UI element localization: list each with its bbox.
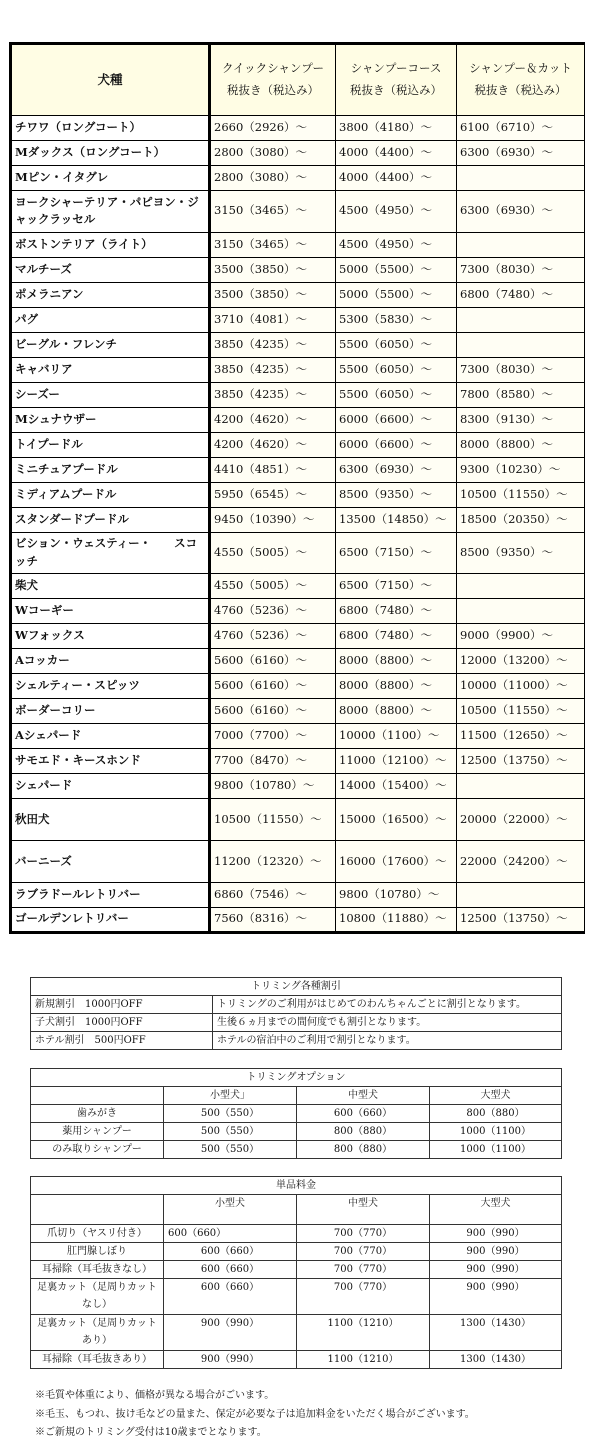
- option-price-large: 1000（1100）: [430, 1123, 562, 1141]
- service-price-large: 900（990）: [430, 1225, 562, 1243]
- quick-shampoo-price: 7700（8470）～: [210, 749, 336, 774]
- note-line: ※ご新規のトリミング受付は10歳までとなります。: [35, 1427, 267, 1438]
- breed-row: [11, 141, 585, 166]
- shampoo-course-price: 11000（12100）～: [336, 749, 457, 774]
- quick-shampoo-price: 3850（4235）～: [210, 382, 336, 407]
- breed-name: ボーダーコリー: [11, 699, 210, 724]
- breed-name: ミニチュアプードル: [11, 457, 210, 482]
- shampoo-course-price: 5300（5830）～: [336, 307, 457, 332]
- table-header-row: [11, 44, 585, 116]
- shampoo-cut-price: 18500（20350）～: [457, 507, 585, 532]
- header-line: 税抜き（税込み）: [350, 83, 442, 97]
- quick-shampoo-price: 2800（3080）～: [210, 141, 336, 166]
- service-price-large: 900（990）: [430, 1243, 562, 1261]
- header-line: クイックシャンプー: [221, 61, 325, 76]
- breed-name: マルチーズ: [11, 257, 210, 282]
- service-price-large: 1300（1430）: [430, 1351, 562, 1369]
- service-name: 足裏カット（足周りカットなし）: [31, 1279, 164, 1315]
- quick-shampoo-price: 2660（2926）～: [210, 116, 336, 141]
- shampoo-cut-price: 6300（6930）～: [457, 191, 585, 233]
- quick-shampoo-price: 7000（7700）～: [210, 724, 336, 749]
- service-price-medium: 700（770）: [297, 1225, 430, 1243]
- quick-shampoo-column-header: [210, 44, 336, 116]
- breed-name: スタンダードプードル: [11, 507, 210, 532]
- service-name: 耳掃除（耳毛抜きなし）: [31, 1261, 164, 1279]
- breed-name: Aシェパード: [11, 724, 210, 749]
- trimming-options-table: [30, 1068, 562, 1159]
- quick-shampoo-price: 7560（8316）～: [210, 907, 336, 932]
- discount-name: 新規割引 1000円OFF: [31, 996, 213, 1014]
- breed-name: キャバリア: [11, 357, 210, 382]
- service-price-medium: 1100（1210）: [297, 1315, 430, 1351]
- breed-row: [11, 649, 585, 674]
- service-price-medium: 700（770）: [297, 1279, 430, 1315]
- breed-row: [11, 282, 585, 307]
- breed-name: パグ: [11, 307, 210, 332]
- discount-name: ホテル割引 500円OFF: [31, 1032, 213, 1050]
- quick-shampoo-price: 3710（4081）～: [210, 307, 336, 332]
- notes: [35, 1387, 575, 1443]
- shampoo-cut-price: 20000（22000）～: [457, 799, 585, 841]
- quick-shampoo-price: 3500（3850）～: [210, 282, 336, 307]
- options-empty-header: [31, 1087, 164, 1105]
- shampoo-cut-price: [457, 599, 585, 624]
- discount-table: [30, 977, 562, 1050]
- breed-name: サモエド・キースホンド: [11, 749, 210, 774]
- quick-shampoo-price: 4200（4620）～: [210, 432, 336, 457]
- header-line: シャンプーコース: [350, 61, 442, 76]
- shampoo-course-price: 8500（9350）～: [336, 482, 457, 507]
- options-col-medium: 中型犬: [297, 1087, 430, 1105]
- breed-name: Wフォックス: [11, 624, 210, 649]
- shampoo-course-price: 6500（7150）～: [336, 574, 457, 599]
- service-name: 耳掃除（耳毛抜きあり）: [31, 1351, 164, 1369]
- shampoo-course-price: 8000（8800）～: [336, 699, 457, 724]
- single-price-table: [30, 1176, 562, 1369]
- options-col-small: 小型犬」: [164, 1087, 297, 1105]
- header-line: 税抜き（税込み）: [474, 83, 567, 97]
- shampoo-course-price: 10800（11880）～: [336, 907, 457, 932]
- breed-row: [11, 482, 585, 507]
- option-price-small: 500（550）: [164, 1123, 297, 1141]
- discount-row: [31, 996, 562, 1014]
- option-price-medium: 600（660）: [297, 1105, 430, 1123]
- quick-shampoo-price: 4200（4620）～: [210, 407, 336, 432]
- breed-row: [11, 332, 585, 357]
- breed-row: [11, 116, 585, 141]
- shampoo-cut-price: 22000（24200）～: [457, 841, 585, 883]
- breed-name: Mピン・イタグレ: [11, 166, 210, 191]
- breed-row: [11, 357, 585, 382]
- service-price-large: 900（990）: [430, 1279, 562, 1315]
- quick-shampoo-price: 5600（6160）～: [210, 649, 336, 674]
- shampoo-cut-price: 10500（11550）～: [457, 482, 585, 507]
- discount-row: [31, 1014, 562, 1032]
- shampoo-cut-price: 12500（13750）～: [457, 907, 585, 932]
- quick-shampoo-price: 3150（3465）～: [210, 191, 336, 233]
- shampoo-cut-price: [457, 574, 585, 599]
- note-line: ※毛質や体重により、価格が異なる場合がごいます。: [35, 1390, 275, 1401]
- shampoo-course-price: 9800（10780）～: [336, 882, 457, 907]
- breed-row: [11, 457, 585, 482]
- shampoo-course-price: 5500（6050）～: [336, 357, 457, 382]
- breed-column-header: 犬種: [11, 44, 210, 116]
- breed-row: [11, 882, 585, 907]
- discount-title: トリミング各種割引: [31, 978, 562, 996]
- discount-name: 子犬割引 1000円OFF: [31, 1014, 213, 1032]
- option-name: 薬用シャンプー: [31, 1123, 164, 1141]
- breed-name: シェパード: [11, 774, 210, 799]
- breed-row: [11, 166, 585, 191]
- service-price-small: 900（990）: [164, 1315, 297, 1351]
- breed-name: ビーグル・フレンチ: [11, 332, 210, 357]
- option-row: [31, 1123, 562, 1141]
- shampoo-cut-price: 9300（10230）～: [457, 457, 585, 482]
- breed-name: シーズー: [11, 382, 210, 407]
- service-name: 足裏カット（足周りカットあり）: [31, 1315, 164, 1351]
- quick-shampoo-price: 4550（5005）～: [210, 532, 336, 574]
- shampoo-course-price: 6800（7480）～: [336, 599, 457, 624]
- breed-name: ボストンテリア（ライト）: [11, 232, 210, 257]
- quick-shampoo-price: 4550（5005）～: [210, 574, 336, 599]
- quick-shampoo-price: 2800（3080）～: [210, 166, 336, 191]
- breed-row: [11, 724, 585, 749]
- breed-row: [11, 432, 585, 457]
- shampoo-cut-price: 11500（12650）～: [457, 724, 585, 749]
- breed-name: 秋田犬: [11, 799, 210, 841]
- shampoo-course-price: 13500（14850）～: [336, 507, 457, 532]
- shampoo-cut-price: 10000（11000）～: [457, 674, 585, 699]
- breed-row: [11, 699, 585, 724]
- single-col-medium: 中型犬: [297, 1195, 430, 1225]
- shampoo-course-price: 6000（6600）～: [336, 432, 457, 457]
- shampoo-course-price: 5500（6050）～: [336, 382, 457, 407]
- shampoo-cut-price: 12000（13200）～: [457, 649, 585, 674]
- breed-name: ラブラドールレトリバー: [11, 882, 210, 907]
- service-name: 肛門腺しぼり: [31, 1243, 164, 1261]
- discount-description: トリミングのご利用がはじめてのわんちゃんごとに割引となります。: [213, 996, 562, 1014]
- quick-shampoo-price: 3850（4235）～: [210, 332, 336, 357]
- breed-name: ヨークシャーテリア・パピヨン・ジャックラッセル: [11, 191, 210, 233]
- single-price-row: [31, 1315, 562, 1351]
- shampoo-course-price: 6300（6930）～: [336, 457, 457, 482]
- quick-shampoo-price: 9450（10390）～: [210, 507, 336, 532]
- shampoo-course-price: 15000（16500）～: [336, 799, 457, 841]
- service-price-medium: 700（770）: [297, 1261, 430, 1279]
- shampoo-cut-price: 7800（8580）～: [457, 382, 585, 407]
- breed-row: [11, 907, 585, 932]
- quick-shampoo-price: 3150（3465）～: [210, 232, 336, 257]
- breed-name: チワワ（ロングコート）: [11, 116, 210, 141]
- header-line: 税抜き（税込み）: [227, 83, 319, 97]
- shampoo-cut-price: 6800（7480）～: [457, 282, 585, 307]
- shampoo-cut-price: 8500（9350）～: [457, 532, 585, 574]
- single-price-row: [31, 1261, 562, 1279]
- shampoo-cut-price: [457, 332, 585, 357]
- note-line: ※毛玉、もつれ、抜け毛などの量また、保定が必要な子は追加料金をいただく場合がございます。: [35, 1408, 475, 1420]
- option-price-large: 800（880）: [430, 1105, 562, 1123]
- breed-row: [11, 191, 585, 233]
- quick-shampoo-price: 11200（12320）～: [210, 841, 336, 883]
- quick-shampoo-price: 3850（4235）～: [210, 357, 336, 382]
- shampoo-cut-price: 10500（11550）～: [457, 699, 585, 724]
- breed-row: [11, 674, 585, 699]
- breed-name: ゴールデンレトリバー: [11, 907, 210, 932]
- breed-row: [11, 532, 585, 574]
- option-price-medium: 800（880）: [297, 1123, 430, 1141]
- shampoo-cut-price: 8300（9130）～: [457, 407, 585, 432]
- shampoo-course-price: 4500（4950）～: [336, 191, 457, 233]
- breed-row: [11, 407, 585, 432]
- quick-shampoo-price: 6860（7546）～: [210, 882, 336, 907]
- breed-row: [11, 749, 585, 774]
- discount-description: ホテルの宿泊中のご利用で割引となります。: [213, 1032, 562, 1050]
- shampoo-course-price: 4500（4950）～: [336, 232, 457, 257]
- shampoo-cut-price: 8000（8800）～: [457, 432, 585, 457]
- breed-name: ビション・ウェスティー・ スコッチ: [11, 532, 210, 574]
- breed-name: シェルティー・スピッツ: [11, 674, 210, 699]
- shampoo-cut-price: [457, 882, 585, 907]
- options-title: トリミングオプション: [31, 1069, 562, 1087]
- option-name: 歯みがき: [31, 1105, 164, 1123]
- breed-name: Mダックス（ロングコート）: [11, 141, 210, 166]
- breed-row: [11, 307, 585, 332]
- breed-row: [11, 257, 585, 282]
- option-name: のみ取りシャンプー: [31, 1141, 164, 1159]
- shampoo-cut-price: 6100（6710）～: [457, 116, 585, 141]
- discount-row: [31, 1032, 562, 1050]
- service-price-small: 600（660）: [164, 1279, 297, 1315]
- quick-shampoo-price: 4760（5236）～: [210, 624, 336, 649]
- discount-description: 生後６ヵ月までの間何度でも割引となります。: [213, 1014, 562, 1032]
- shampoo-course-price: 6500（7150）～: [336, 532, 457, 574]
- shampoo-course-price: 10000（1100）～: [336, 724, 457, 749]
- breed-row: [11, 774, 585, 799]
- shampoo-course-price: 8000（8800）～: [336, 674, 457, 699]
- breed-row: [11, 799, 585, 841]
- service-price-medium: 700（770）: [297, 1243, 430, 1261]
- shampoo-course-column-header: [336, 44, 457, 116]
- breed-name: バーニーズ: [11, 841, 210, 883]
- service-name: 爪切り（ヤスリ付き）: [31, 1225, 164, 1243]
- single-price-row: [31, 1225, 562, 1243]
- quick-shampoo-price: 5950（6545）～: [210, 482, 336, 507]
- breed-name: トイプードル: [11, 432, 210, 457]
- single-col-small: 小型犬: [164, 1195, 297, 1225]
- shampoo-course-price: 5000（5500）～: [336, 282, 457, 307]
- single-empty-header: [31, 1195, 164, 1225]
- shampoo-cut-price: [457, 774, 585, 799]
- service-price-medium: 1100（1210）: [297, 1351, 430, 1369]
- option-price-medium: 800（880）: [297, 1141, 430, 1159]
- quick-shampoo-price: 5600（6160）～: [210, 699, 336, 724]
- option-price-small: 500（550）: [164, 1105, 297, 1123]
- option-row: [31, 1105, 562, 1123]
- service-price-small: 900（990）: [164, 1351, 297, 1369]
- breed-row: [11, 841, 585, 883]
- breed-name: Wコーギー: [11, 599, 210, 624]
- shampoo-cut-price: 12500（13750）～: [457, 749, 585, 774]
- option-price-large: 1000（1100）: [430, 1141, 562, 1159]
- breed-row: [11, 382, 585, 407]
- service-price-large: 1300（1430）: [430, 1315, 562, 1351]
- quick-shampoo-price: 4760（5236）～: [210, 599, 336, 624]
- single-title: 単品料金: [31, 1177, 562, 1195]
- shampoo-cut-price: 9000（9900）～: [457, 624, 585, 649]
- shampoo-cut-price: 7300（8030）～: [457, 357, 585, 382]
- shampoo-course-price: 3800（4180）～: [336, 116, 457, 141]
- shampoo-course-price: 14000（15400）～: [336, 774, 457, 799]
- quick-shampoo-price: 5600（6160）～: [210, 674, 336, 699]
- shampoo-cut-price: [457, 232, 585, 257]
- breed-row: [11, 232, 585, 257]
- service-price-large: 900（990）: [430, 1261, 562, 1279]
- breed-row: [11, 574, 585, 599]
- quick-shampoo-price: 9800（10780）～: [210, 774, 336, 799]
- single-price-row: [31, 1279, 562, 1315]
- breed-row: [11, 507, 585, 532]
- shampoo-course-price: 6800（7480）～: [336, 624, 457, 649]
- quick-shampoo-price: 4410（4851）～: [210, 457, 336, 482]
- breed-name: ポメラニアン: [11, 282, 210, 307]
- shampoo-course-price: 4000（4400）～: [336, 141, 457, 166]
- shampoo-cut-price: [457, 166, 585, 191]
- shampoo-cut-price: 6300（6930）～: [457, 141, 585, 166]
- shampoo-course-price: 5500（6050）～: [336, 332, 457, 357]
- quick-shampoo-price: 10500（11550）～: [210, 799, 336, 841]
- breed-row: [11, 624, 585, 649]
- breed-name: Aコッカー: [11, 649, 210, 674]
- shampoo-course-price: 5000（5500）～: [336, 257, 457, 282]
- breed-row: [11, 599, 585, 624]
- service-price-small: 600（660）: [164, 1243, 297, 1261]
- single-price-row: [31, 1351, 562, 1369]
- shampoo-cut-price: [457, 307, 585, 332]
- breed-price-table: [9, 42, 585, 934]
- breed-name: ミディアムプードル: [11, 482, 210, 507]
- shampoo-course-price: 6000（6600）～: [336, 407, 457, 432]
- shampoo-course-price: 4000（4400）～: [336, 166, 457, 191]
- breed-name: Mシュナウザー: [11, 407, 210, 432]
- options-col-large: 大型犬: [430, 1087, 562, 1105]
- shampoo-course-price: 8000（8800）～: [336, 649, 457, 674]
- breed-name: 柴犬: [11, 574, 210, 599]
- single-price-row: [31, 1243, 562, 1261]
- service-price-small: 600（660）: [164, 1261, 297, 1279]
- option-price-small: 500（550）: [164, 1141, 297, 1159]
- shampoo-course-price: 16000（17600）～: [336, 841, 457, 883]
- service-price-small: 600（660）: [164, 1225, 297, 1243]
- shampoo-cut-column-header: [457, 44, 585, 116]
- single-col-large: 大型犬: [430, 1195, 562, 1225]
- option-row: [31, 1141, 562, 1159]
- shampoo-cut-price: 7300（8030）～: [457, 257, 585, 282]
- header-line: シャンプー＆カット: [469, 61, 572, 76]
- quick-shampoo-price: 3500（3850）～: [210, 257, 336, 282]
